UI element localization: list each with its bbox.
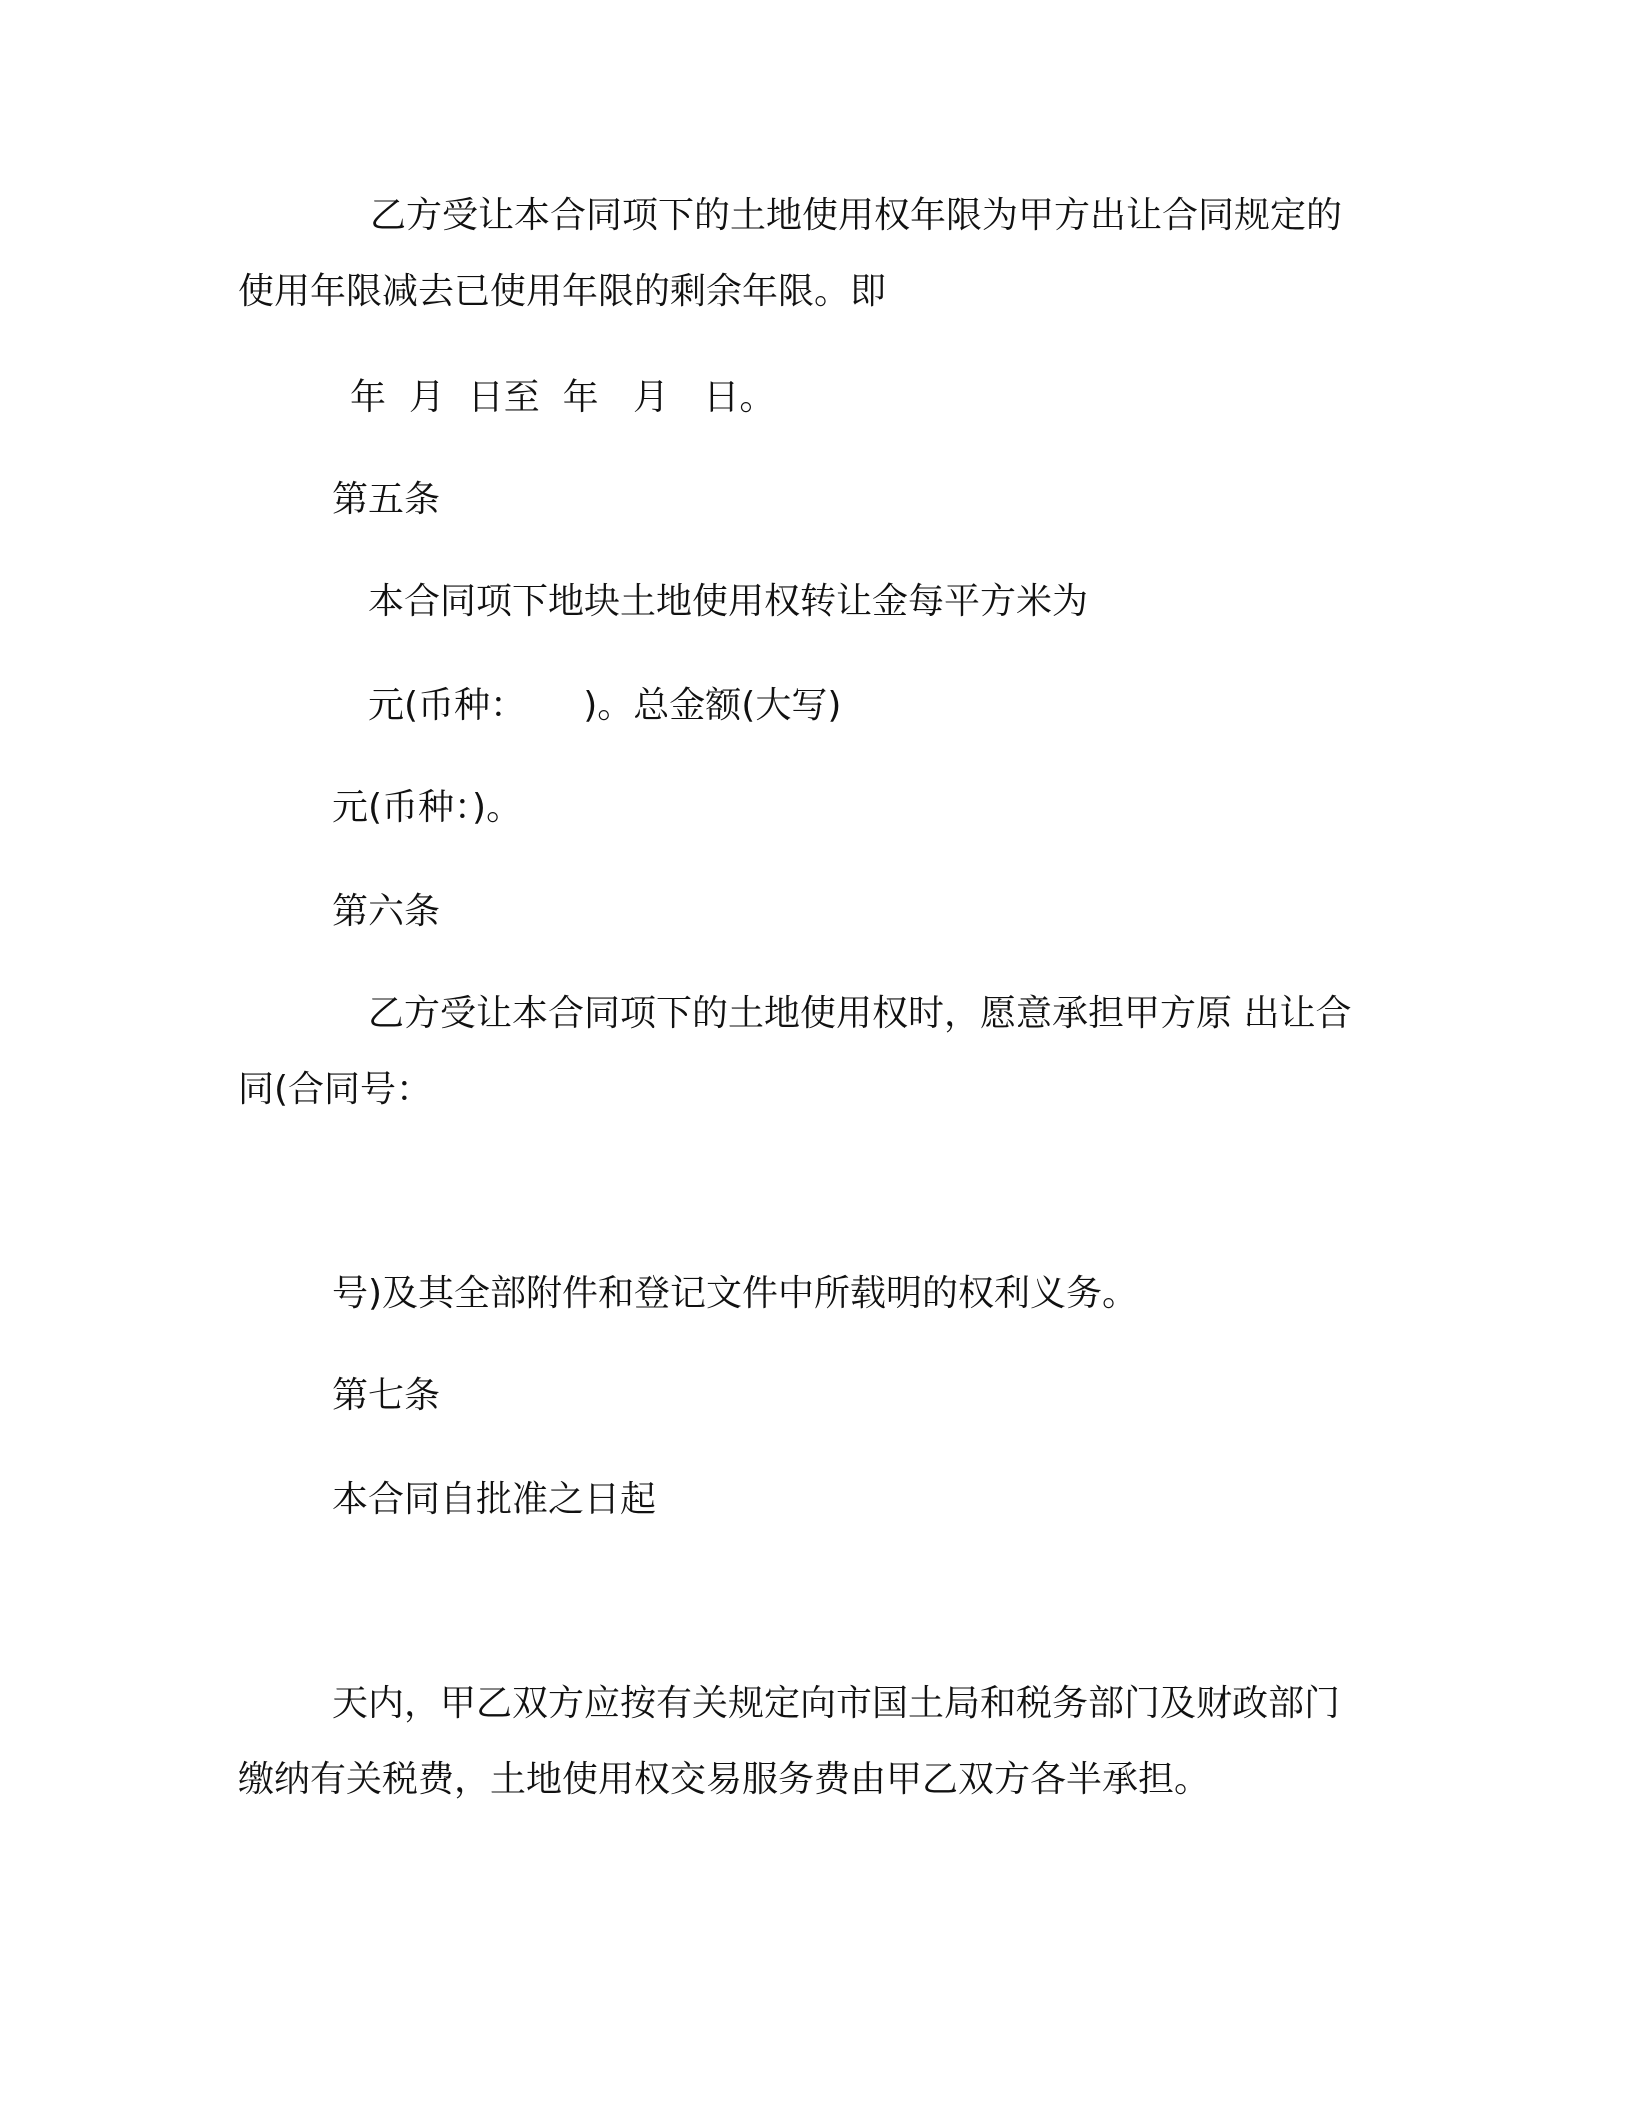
paragraph-line: 天内，甲乙双方应按有关规定向市国土局和税务部门及财政部门: [332, 1683, 1341, 1724]
paragraph-line: 同(合同号：: [238, 1069, 433, 1110]
paragraph-line: 号)及其全部附件和登记文件中所载明的权利义务。: [332, 1273, 1139, 1314]
paragraph-line: 元(币种：)。: [332, 787, 523, 828]
date-range-line: 年 月 日至 年 月 日。: [350, 377, 776, 418]
article-heading-6: 第六条: [332, 891, 441, 932]
paragraph-line: 本合同项下地块土地使用权转让金每平方米为: [368, 581, 1089, 622]
paragraph-line: 使用年限减去已使用年限的剩余年限。即: [238, 271, 887, 312]
paragraph-line: 缴纳有关税费，土地使用权交易服务费由甲乙双方各半承担。: [238, 1759, 1211, 1800]
article-heading-5: 第五条: [332, 479, 441, 520]
paragraph-line: 元(币种： )。总金额(大写): [368, 685, 842, 726]
paragraph-line: 本合同自批准之日起: [332, 1479, 657, 1520]
paragraph-line: 乙方受让本合同项下的土地使用权时，愿意承担甲方原 出让合: [368, 993, 1352, 1034]
article-heading-7: 第七条: [332, 1375, 441, 1416]
paragraph-line: 乙方受让本合同项下的土地使用权年限为甲方出让合同规定的: [370, 195, 1343, 236]
